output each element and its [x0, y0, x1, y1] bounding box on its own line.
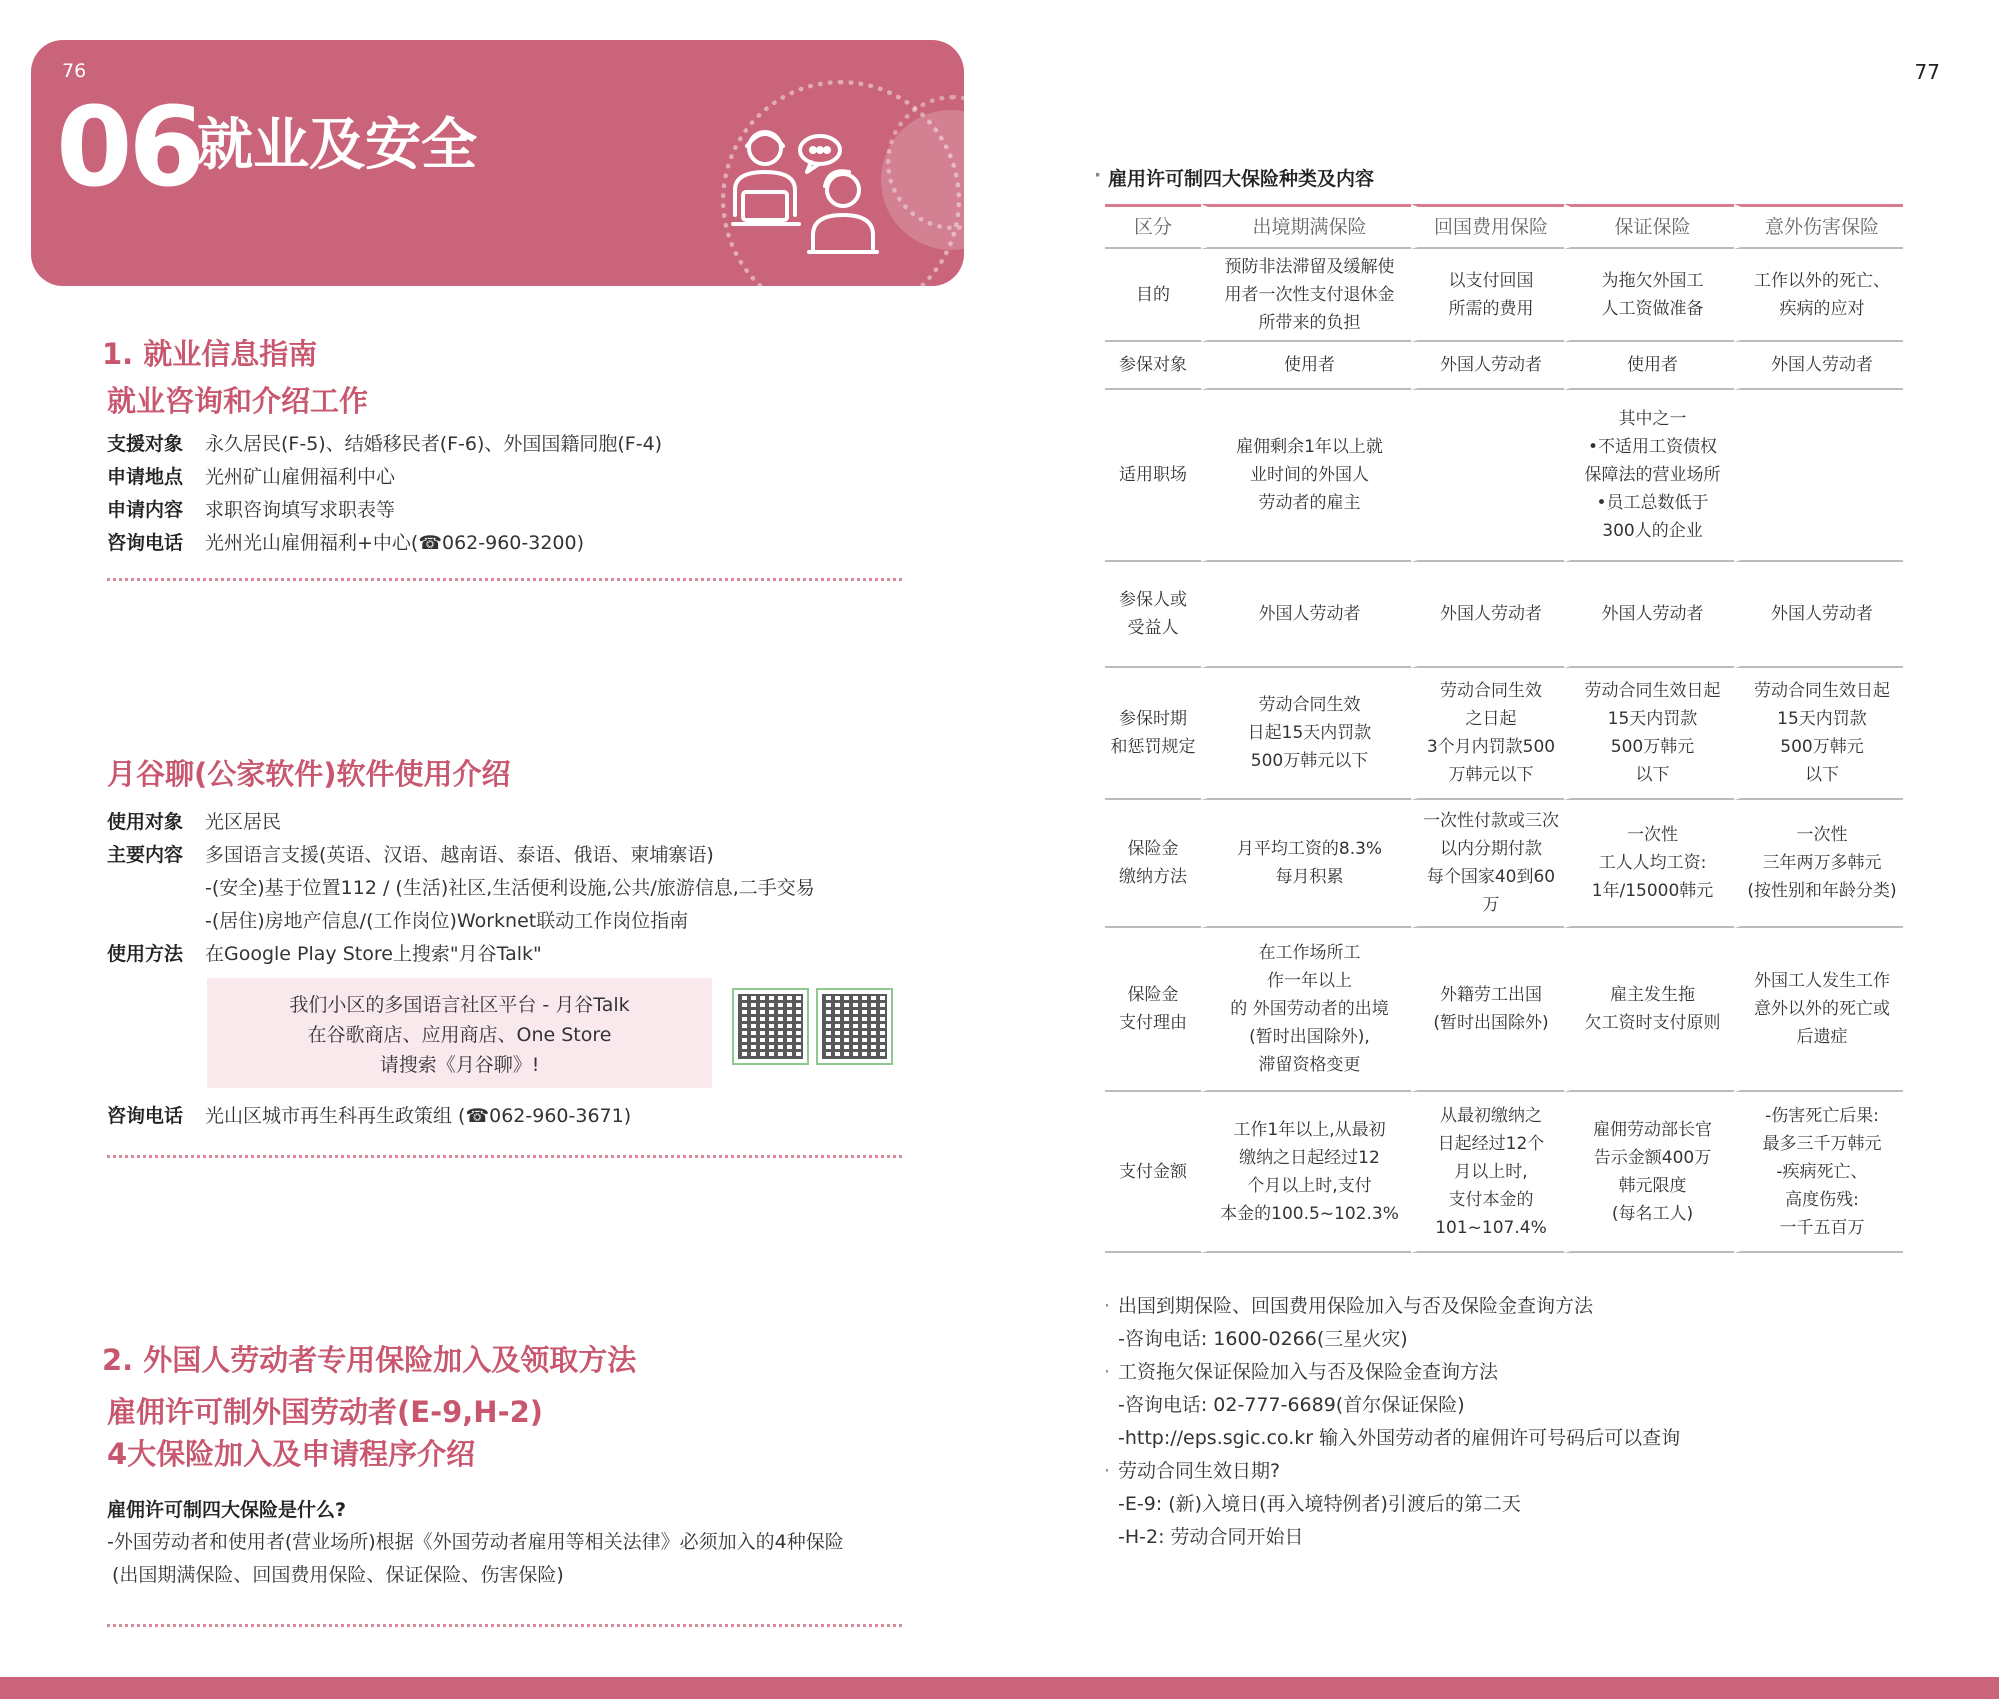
section2-answer-1: -外国劳动者和使用者(营业场所)根据《外国劳动者雇用等相关法律》必须加入的4种保险	[107, 1531, 844, 1553]
table-cell: -伤害死亡后果: 最多三千万韩元 -疾病死亡、 高度伤残: 一千五百万	[1734, 1092, 1903, 1253]
info-label: 使用对象	[107, 811, 184, 833]
column-header: 区分	[1105, 204, 1201, 249]
row-header: 保险金 支付理由	[1105, 928, 1201, 1092]
table-cell: 雇佣剩余1年以上就 业时间的外国人 劳动者的雇主	[1201, 390, 1411, 562]
table-cell: 使用者	[1564, 342, 1734, 390]
row-header: 目的	[1105, 249, 1201, 342]
table-cell: 外国人劳动者	[1411, 342, 1564, 390]
app-intro-info	[107, 806, 815, 971]
table-cell: 其中之一 •不适用工资债权 保障法的营业场所 •员工总数低于 300人的企业	[1564, 390, 1734, 562]
insurance-table	[1105, 204, 1903, 1253]
row-header: 参保人或 受益人	[1105, 562, 1201, 668]
table-cell: 月平均工资的8.3% 每月积累	[1201, 800, 1411, 928]
table-cell: 从最初缴纳之 日起经过12个 月以上时, 支付本金的 101~107.4%	[1411, 1092, 1564, 1253]
info-value: 多国语言支援(英语、汉语、越南语、泰语、俄语、柬埔寨语)	[205, 844, 714, 866]
info-value: 求职咨询填写求职表等	[205, 499, 396, 521]
section2-subheading-2: 4大保险加入及申请程序介绍	[107, 1437, 476, 1471]
callout-line: 请搜索《月谷聊》!	[379, 1054, 540, 1076]
table-row	[1105, 800, 1903, 928]
app-target-row	[107, 806, 815, 839]
table-row	[1105, 562, 1903, 668]
section2-question: 雇佣许可制四大保险是什么?	[107, 1499, 347, 1521]
table-cell: 为拖欠外国工 人工资做准备	[1564, 249, 1734, 342]
table-cell: 外国人劳动者	[1411, 562, 1564, 668]
info-row-phone	[107, 527, 662, 560]
row-header: 适用职场	[1105, 390, 1201, 562]
table-cell: 劳动合同生效 日起15天内罚款 500万韩元以下	[1201, 668, 1411, 800]
note-item: -咨询电话: 02-777-6689(首尔保证保险)	[1118, 1394, 1465, 1416]
people-chat-icon	[725, 120, 885, 260]
chapter-title: 就业及安全	[197, 113, 477, 178]
table-row	[1105, 1092, 1903, 1253]
app-search-callout	[207, 978, 712, 1088]
section2-heading: 2. 外国人劳动者专用保险加入及领取方法	[102, 1343, 637, 1377]
bottom-accent-bar	[0, 1677, 1999, 1699]
column-header: 保证保险	[1564, 204, 1734, 249]
note-item: · 工资拖欠保证保险加入与否及保险金查询方法	[1118, 1356, 1680, 1389]
column-header: 意外伤害保险	[1734, 204, 1903, 249]
table-cell: 工作以外的死亡、 疾病的应对	[1734, 249, 1903, 342]
insurance-table-title: · 雇用许可制四大保险种类及内容	[1108, 164, 1374, 191]
info-value: 光区居民	[205, 811, 282, 833]
page-number-right: 77	[1914, 60, 1940, 84]
chapter-number: 06	[56, 83, 202, 211]
app-contact-row	[107, 1100, 631, 1133]
section1-subheading: 就业咨询和介绍工作	[107, 384, 369, 418]
callout-line: 在谷歌商店、应用商店、One Store	[307, 1024, 612, 1046]
table-row	[1105, 668, 1903, 800]
table-cell: 一次性 三年两万多韩元 (按性别和年龄分类)	[1734, 800, 1903, 928]
qr-code-pattern	[738, 994, 803, 1059]
app-content-row	[107, 839, 815, 872]
app-content-line: -(居住)房地产信息/(工作岗位)Worknet联动工作岗位指南	[205, 910, 689, 932]
table-row	[1105, 390, 1903, 562]
note-item: -咨询电话: 1600-0266(三星火灾)	[1118, 1328, 1408, 1350]
info-label: 使用方法	[107, 943, 184, 965]
table-cell	[1734, 390, 1903, 562]
table-cell: 劳动合同生效日起 15天内罚款 500万韩元 以下	[1564, 668, 1734, 800]
info-value: 光州矿山雇佣福利中心	[205, 466, 396, 488]
table-cell: 劳动合同生效 之日起 3个月内罚款500 万韩元以下	[1411, 668, 1564, 800]
note-link-line[interactable]: -http://eps.sgic.co.kr 输入外国劳动者的雇佣许可号码后可以查询	[1118, 1427, 1681, 1449]
table-row	[1105, 249, 1903, 342]
info-row-content	[107, 494, 662, 527]
qr-code-ios[interactable]	[816, 988, 893, 1065]
info-row-target	[107, 428, 662, 461]
page-number-left: 76	[62, 60, 87, 82]
table-cell	[1411, 390, 1564, 562]
qr-code-android[interactable]	[732, 988, 809, 1065]
qr-code-pattern	[822, 994, 887, 1059]
note-item: -E-9: (新)入境日(再入境特例者)引渡后的第二天	[1118, 1493, 1521, 1515]
note-item: · 出国到期保险、回国费用保险加入与否及保险金查询方法	[1118, 1290, 1680, 1323]
row-header: 支付金额	[1105, 1092, 1201, 1253]
app-intro-heading: 月谷聊(公家软件)软件使用介绍	[107, 757, 511, 791]
note-item: · 劳动合同生效日期?	[1118, 1455, 1680, 1488]
table-cell: 预防非法滞留及缓解使 用者一次性支付退休金 所带来的负担	[1201, 249, 1411, 342]
note-item: -H-2: 劳动合同开始日	[1118, 1526, 1304, 1548]
row-header: 参保对象	[1105, 342, 1201, 390]
table-cell: 外国人劳动者	[1734, 562, 1903, 668]
info-value: 永久居民(F-5)、结婚移民者(F-6)、外国国籍同胞(F-4)	[205, 433, 663, 455]
table-header-row	[1105, 204, 1903, 249]
table-cell: 外国人劳动者	[1734, 342, 1903, 390]
table-cell: 外国工人发生工作 意外以外的死亡或 后遗症	[1734, 928, 1903, 1092]
table-cell: 使用者	[1201, 342, 1411, 390]
table-cell: 雇主发生拖 欠工资时支付原则	[1564, 928, 1734, 1092]
table-cell: 外国人劳动者	[1201, 562, 1411, 668]
table-row	[1105, 928, 1903, 1092]
section1-heading: 1. 就业信息指南	[102, 337, 318, 371]
info-label: 咨询电话	[107, 532, 184, 554]
info-label: 支援对象	[107, 433, 184, 455]
dotted-divider	[107, 578, 902, 581]
row-header: 参保时期 和惩罚规定	[1105, 668, 1201, 800]
app-content-line: -(安全)基于位置112 / (生活)社区,生活便利设施,公共/旅游信息,二手交易	[205, 877, 815, 899]
table-cell: 外籍劳工出国 (暂时出国除外)	[1411, 928, 1564, 1092]
section2-subheading-1: 雇佣许可制外国劳动者(E-9,H-2)	[107, 1395, 544, 1429]
table-cell: 劳动合同生效日起 15天内罚款 500万韩元 以下	[1734, 668, 1903, 800]
info-value: 光山区城市再生科再生政策组 (☎062-960-3671)	[205, 1105, 632, 1127]
table-cell: 在工作场所工 作一年以上 的 外国劳动者的出境 (暂时出国除外), 滞留资格变更	[1201, 928, 1411, 1092]
dotted-divider	[107, 1155, 902, 1158]
section2-answer-2: (出国期满保险、回国费用保险、保证保险、伤害保险)	[112, 1564, 564, 1586]
info-label: 主要内容	[107, 844, 184, 866]
info-label: 申请地点	[107, 466, 184, 488]
column-header: 出境期满保险	[1201, 204, 1411, 249]
notes-list	[1118, 1290, 1680, 1554]
info-row-location	[107, 461, 662, 494]
table-cell: 以支付回国 所需的费用	[1411, 249, 1564, 342]
info-label: 申请内容	[107, 499, 184, 521]
section1-info-list	[107, 428, 662, 560]
table-cell: 外国人劳动者	[1564, 562, 1734, 668]
info-value: 在Google Play Store上搜索"月谷Talk"	[205, 943, 542, 965]
dotted-divider	[107, 1624, 902, 1627]
callout-line: 我们小区的多国语言社区平台 - 月谷Talk	[289, 994, 630, 1016]
table-row	[1105, 342, 1903, 390]
table-cell: 雇佣劳动部长官 告示金额400万 韩元限度 (每名工人)	[1564, 1092, 1734, 1253]
info-value: 光州光山雇佣福利+中心(☎062-960-3200)	[205, 532, 585, 554]
table-cell: 一次性付款或三次 以内分期付款 每个国家40到60万	[1411, 800, 1564, 928]
app-method-row	[107, 938, 815, 971]
column-header: 回国费用保险	[1411, 204, 1564, 249]
info-label: 咨询电话	[107, 1105, 184, 1127]
table-cell: 一次性 工人人均工资: 1年/15000韩元	[1564, 800, 1734, 928]
table-cell: 工作1年以上,从最初 缴纳之日起经过12 个月以上时,支付 本金的100.5~102.3%	[1201, 1092, 1411, 1253]
row-header: 保险金 缴纳方法	[1105, 800, 1201, 928]
